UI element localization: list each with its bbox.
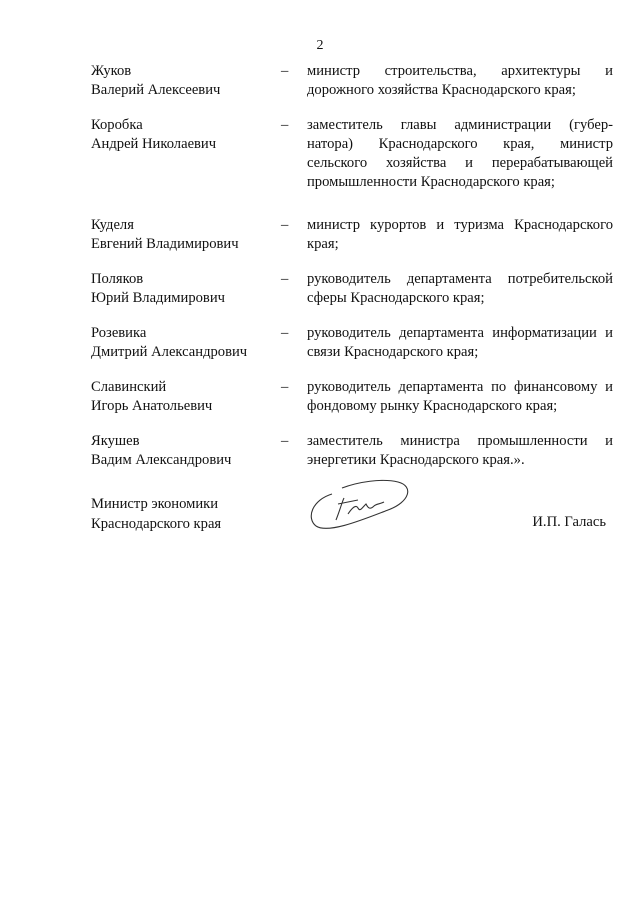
position-line: министр строительства, архитектуры и (307, 63, 613, 79)
position-line: края; (307, 236, 339, 252)
page-number: 2 (316, 38, 324, 53)
member-surname: Славинский (91, 379, 167, 395)
member-name (91, 432, 281, 470)
member-surname: Куделя (91, 217, 134, 233)
position-line: руководитель департамента по финансовому и (307, 379, 613, 395)
member-entry (91, 324, 613, 362)
position-line: натора) Краснодарского края, министр (307, 136, 613, 152)
signatory-name: И.П. Галась (532, 514, 606, 530)
member-given-names: Валерий Алексеевич (91, 82, 221, 98)
member-position (307, 62, 613, 100)
position-line: руководитель департамента информатизации и (307, 325, 613, 341)
position-line: руководитель департамента потребительской (307, 271, 613, 287)
dash: – (281, 433, 289, 449)
position-line: промышленности Краснодарского края; (307, 174, 555, 190)
position-line: дорожного хозяйства Краснодарского края; (307, 82, 576, 98)
member-name (91, 62, 281, 100)
member-name (91, 324, 281, 362)
member-surname: Якушев (91, 433, 140, 449)
member-position (307, 324, 613, 362)
member-position (307, 216, 613, 254)
member-entry (91, 62, 613, 100)
member-given-names: Вадим Александрович (91, 452, 232, 468)
member-position (307, 378, 613, 416)
signatory-position-line: Министр экономики (91, 496, 219, 512)
member-name (91, 270, 281, 308)
member-given-names: Дмитрий Александрович (91, 344, 248, 360)
member-given-names: Евгений Владимирович (91, 236, 239, 252)
member-position (307, 432, 613, 470)
position-line: сельского хозяйства и перерабатывающей (307, 155, 613, 171)
dash: – (281, 271, 289, 287)
position-line: связи Краснодарского края; (307, 344, 479, 360)
member-surname: Коробка (91, 117, 143, 133)
member-given-names: Андрей Николаевич (91, 136, 217, 152)
member-entry (91, 270, 613, 308)
position-line: заместитель министра промышленности и (307, 433, 613, 449)
member-position (307, 116, 613, 192)
position-line: министр курортов и туризма Краснодарского (307, 217, 613, 233)
dash: – (281, 63, 289, 79)
dash: – (281, 379, 289, 395)
member-entry (91, 216, 613, 254)
member-entry (91, 116, 613, 192)
position-line: сферы Краснодарского края; (307, 290, 485, 306)
position-line: заместитель главы администрации (губер- (307, 117, 613, 133)
member-surname: Розевика (91, 325, 147, 341)
signatory-position-line: Краснодарского края (91, 516, 222, 532)
member-name (91, 116, 281, 154)
dash: – (281, 117, 289, 133)
member-given-names: Юрий Владимирович (91, 290, 225, 306)
member-entry (91, 432, 613, 470)
member-given-names: Игорь Анатольевич (91, 398, 213, 414)
member-position (307, 270, 613, 308)
position-line: энергетики Краснодарского края.». (307, 452, 525, 468)
members-list (91, 62, 613, 470)
handwritten-signature (302, 474, 422, 534)
member-entry (91, 378, 613, 416)
member-surname: Поляков (91, 271, 144, 287)
member-name (91, 378, 281, 416)
dash: – (281, 325, 289, 341)
member-surname: Жуков (91, 63, 132, 79)
dash: – (281, 217, 289, 233)
member-name (91, 216, 281, 254)
position-line: фондовому рынку Краснодарского края; (307, 398, 558, 414)
